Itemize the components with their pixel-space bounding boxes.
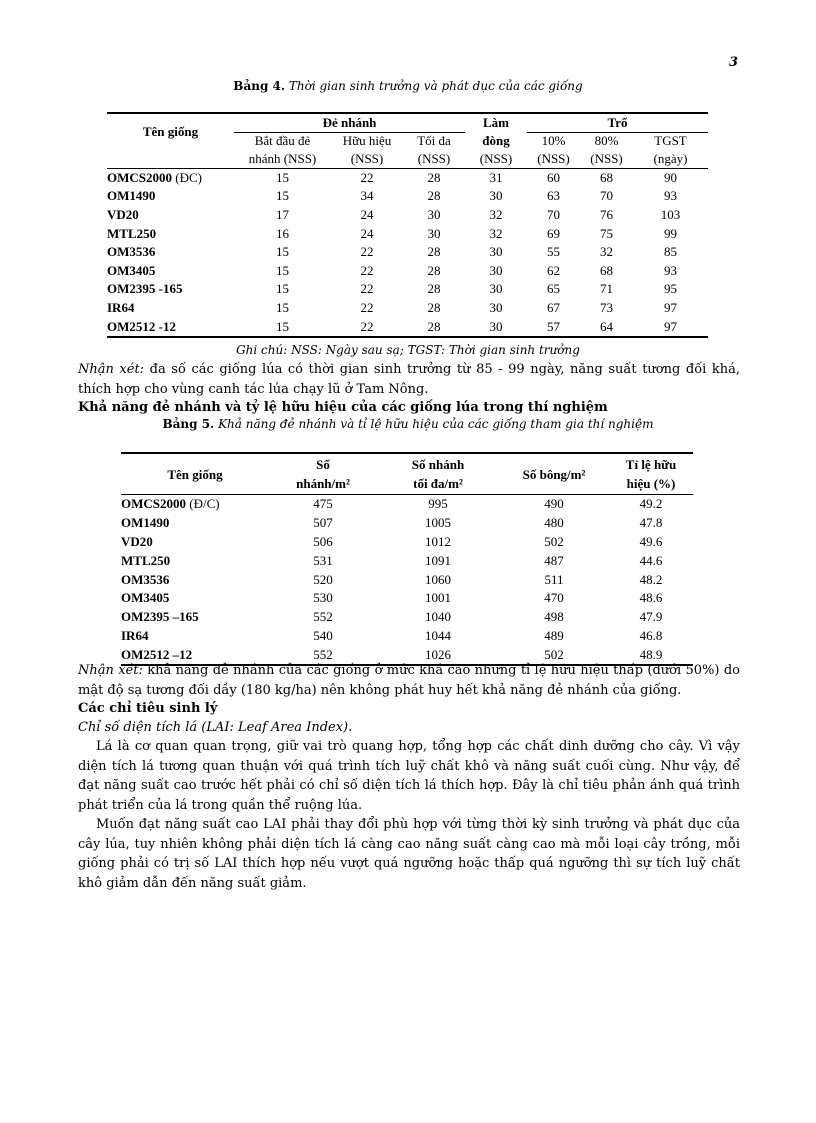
table5-cell: 498 (544, 609, 564, 625)
table4-cell: 28 (427, 169, 441, 185)
table5-header-so-nhanh (269, 453, 377, 495)
table4-cell: 15 (276, 262, 289, 278)
table5-caption-text: Khả năng đẻ nhánh và tỉ lệ hữu hiệu của các giống tham gia thí nghiệm (218, 417, 654, 431)
table5-cell: 520 (313, 571, 333, 587)
table4-cell-name (107, 261, 234, 280)
table4-header-de-nhanh: Đẻ nhánh (234, 113, 465, 132)
variety-name: IR64 (121, 627, 149, 643)
variety-name: MTL250 (107, 225, 157, 241)
table4-cell: 22 (360, 262, 374, 278)
table5-header-so-bong-text: Số bông/m² (522, 466, 586, 482)
table4-cell: 28 (427, 244, 441, 260)
table4-header-p80-1: 80% (594, 133, 619, 149)
table4-cell: 30 (489, 299, 503, 315)
table4-cell: 76 (600, 206, 613, 222)
table4-header-huu-hieu-2: (NSS) (331, 150, 403, 168)
table4-cell: 30 (489, 262, 503, 278)
table5-cell: 1001 (425, 590, 451, 606)
table-row (107, 317, 708, 337)
table4-cell: 15 (276, 318, 289, 334)
variety-name: OM2395 -165 (107, 281, 183, 297)
table-row (107, 280, 708, 299)
table4-cell: 24 (360, 206, 374, 222)
subsection-title: Chỉ số diện tích lá (LAI: Leaf Area Index). (78, 720, 353, 735)
table5-header-ti-le-1: Tỉ lệ hữu (625, 457, 677, 472)
table5-cell-name (121, 627, 269, 646)
table4-cell: 30 (489, 244, 503, 260)
table5-cell: 1026 (425, 646, 451, 662)
table4-cell: 68 (600, 169, 613, 185)
table4-header-row-3 (107, 150, 708, 168)
table-row (121, 495, 693, 514)
table4-header-bat-dau-1: Bắt đầu đẻ (254, 133, 311, 149)
table4-header-p10-2: (NSS) (527, 150, 580, 168)
comment2-text: khả năng đẻ nhánh của các giống ở mức khá cao nhưng tỉ lệ hữu hiệu thấp (dưới 50%) do mật độ sạ tương đối dầy (180 kg/ha) nên không phát huy hết khả năng đẻ nhánh của giống. (78, 663, 740, 698)
table5-cell: 531 (313, 552, 333, 568)
variety-name: OM2395 –165 (121, 609, 199, 625)
table5-cell: 530 (313, 590, 333, 606)
table-row (107, 243, 708, 262)
table4-cell: 60 (547, 169, 560, 185)
page-number: 3 (728, 55, 738, 70)
table4-cell: 90 (664, 169, 677, 185)
table4-cell: 28 (427, 262, 441, 278)
table5-cell: 48.2 (639, 571, 663, 587)
variety-name: IR64 (107, 299, 135, 315)
table-row (107, 206, 708, 225)
table4-cell: 31 (489, 169, 503, 185)
table5-header-ten-giong-text: Tên giống (167, 466, 223, 482)
table4-cell: 32 (489, 206, 503, 222)
table4-cell: 17 (276, 206, 289, 222)
table4-header-lam-dong-2: đòng (482, 133, 510, 148)
table5-cell: 540 (313, 627, 333, 643)
variety-name: OMCS2000 (107, 169, 172, 185)
table4-header-blank (107, 150, 234, 168)
table4-cell-name (107, 224, 234, 243)
table4-cell: 22 (360, 244, 374, 260)
table4-cell-name (107, 317, 234, 337)
table5-cell: 46.8 (639, 627, 663, 643)
paragraph-2: Muốn đạt năng suất cao LAI phải thay đổi phù hợp với từng thời kỳ sinh trưởng và phát dục của cây lúa, tuy nhiên không phải diện tích lá càng cao năng suất càng cao mà mỗi loại cây trồng, mỗi giống phải có trị số LAI thích hợp nếu vượt quá ngưỡng hoặc thấp quá ngưỡng thì sự tích luỹ chất khô giảm dẫn đến năng suất giảm. (78, 817, 740, 891)
table5-cell: 1044 (425, 627, 451, 643)
table4-header-huu-hieu-1: Hữu hiệu (342, 133, 392, 149)
table4-footnote-text: Ghi chú: NSS: Ngày sau sạ; TGST: Thời gian sinh trưởng (236, 343, 580, 357)
table4-caption (0, 79, 816, 93)
table5-header-so-bong (499, 453, 609, 495)
table4-cell: 30 (489, 318, 503, 334)
table4-cell-name (107, 280, 234, 299)
table5-cell: 487 (544, 552, 564, 568)
variety-name: OMCS2000 (121, 496, 186, 512)
table5-cell-name (121, 514, 269, 533)
table4-caption-label: Bảng 4. (233, 79, 286, 93)
table4-header-bat-dau-2: nhánh (NSS) (234, 150, 331, 168)
table4-cell-name (107, 168, 234, 187)
table4-cell: 62 (547, 262, 560, 278)
table4-cell: 16 (276, 225, 289, 241)
table4-header-ten-giong: Tên giống (142, 124, 199, 139)
table4-cell: 75 (600, 225, 613, 241)
variety-name: OM1490 (107, 188, 156, 204)
table4-cell: 71 (600, 281, 613, 297)
table5-cell-name (121, 533, 269, 552)
variety-name: OM2512 –12 (121, 646, 193, 662)
table5-cell-name (121, 551, 269, 570)
table4-cell: 22 (360, 169, 374, 185)
table4-header-lam-dong-1: Làm (483, 115, 509, 130)
table5-cell: 507 (313, 515, 333, 531)
table4-cell: 28 (427, 188, 441, 204)
variety-name: OM3405 (121, 590, 170, 606)
table4-cell: 97 (664, 318, 677, 334)
table5-cell: 48.6 (639, 590, 663, 606)
comment1-text: đa số các giống lúa có thời gian sinh trưởng từ 85 - 99 ngày, năng suất tương đối khá, thích hợp cho vùng canh tác lúa chạy lũ ở Tam Nông. (78, 362, 741, 397)
table5-cell: 49.6 (639, 533, 663, 549)
table4-cell: 22 (360, 318, 374, 334)
table5-cell: 1012 (425, 533, 451, 549)
table5-header-ten-giong (121, 453, 269, 495)
table4-cell: 73 (600, 299, 613, 315)
variety-name: VD20 (121, 533, 153, 549)
table5-cell: 480 (544, 515, 564, 531)
variety-name: OM3536 (107, 244, 156, 260)
table5-header-ti-le (609, 453, 693, 495)
table4-cell: 15 (276, 244, 289, 260)
table4-header-tgst-2: (ngày) (633, 150, 708, 168)
table5-cell-name (121, 608, 269, 627)
table4-cell: 69 (547, 225, 560, 241)
table5-header-so-nhanh-2: nhánh/m² (296, 476, 350, 491)
table5-cell: 49.2 (639, 496, 663, 512)
table5-cell: 489 (544, 627, 564, 643)
table4-cell: 30 (489, 281, 503, 297)
variety-name: VD20 (107, 206, 139, 222)
table4-cell-name (107, 299, 234, 318)
table4-cell-name (107, 206, 234, 225)
table4-header-p10-1: 10% (541, 133, 566, 149)
table4-cell: 95 (664, 281, 677, 297)
table5-body (121, 495, 693, 666)
table-row (107, 187, 708, 206)
table4-cell: 15 (276, 169, 289, 185)
table5-caption-label: Bảng 5. (162, 417, 215, 431)
table4-cell: 85 (664, 244, 677, 260)
table5-cell: 48.9 (639, 646, 663, 662)
table4-cell: 97 (664, 299, 677, 315)
table5-cell-name (121, 495, 269, 514)
table4-header-tgst-1: TGST (654, 133, 687, 149)
table4-cell: 93 (664, 188, 677, 204)
table4-caption-text: Thời gian sinh trưởng và phát dục của các giống (288, 79, 583, 93)
table5-cell: 470 (544, 590, 564, 606)
comment1 (78, 360, 740, 399)
table4-cell: 28 (427, 281, 441, 297)
table4-cell: 32 (600, 244, 613, 260)
table4-cell: 103 (660, 206, 681, 222)
table-row (121, 533, 693, 552)
table4-cell: 57 (547, 318, 560, 334)
table5-cell: 502 (544, 533, 564, 549)
table5-header-ti-le-2: hiệu (%) (626, 476, 676, 491)
table4-body (107, 168, 708, 337)
table4 (107, 112, 708, 338)
variety-suffix: (Đ/C) (186, 496, 220, 512)
table4-cell: 68 (600, 262, 613, 278)
table4-cell: 15 (276, 188, 289, 204)
table4-cell: 70 (547, 206, 560, 222)
table5-cell: 511 (544, 571, 564, 587)
table4-cell: 15 (276, 299, 289, 315)
variety-name: OM2512 -12 (107, 318, 176, 334)
table4-cell: 99 (664, 225, 677, 241)
table4-cell: 30 (489, 188, 503, 204)
table4-cell: 67 (547, 299, 560, 315)
table5-cell: 47.9 (639, 609, 663, 625)
table4-header-row-1 (107, 113, 708, 132)
variety-suffix: (ĐC) (172, 169, 202, 185)
table5-header-so-nhanh-1: Số (316, 457, 330, 472)
table4-cell: 28 (427, 318, 441, 334)
table4-cell: 22 (360, 299, 374, 315)
table-row (121, 589, 693, 608)
table-row (107, 299, 708, 318)
table5-cell: 490 (544, 496, 564, 512)
table4-cell: 30 (427, 206, 441, 222)
table4-cell: 63 (547, 188, 560, 204)
table4-cell: 70 (600, 188, 613, 204)
table4-cell: 24 (360, 225, 374, 241)
table4-cell: 32 (489, 225, 503, 241)
table5-cell-name (121, 589, 269, 608)
table4-header-tro: Trổ (527, 113, 708, 132)
table4-cell: 28 (427, 299, 441, 315)
variety-name: OM3405 (107, 262, 156, 278)
table5-cell: 502 (544, 646, 564, 662)
table-row (121, 627, 693, 646)
table4-cell: 64 (600, 318, 613, 334)
table4-header-toi-da-2: (NSS) (403, 150, 465, 168)
table5-caption (0, 417, 816, 431)
paragraph-1: Lá là cơ quan quan trọng, giữ vai trò quang hợp, tổng hợp các chất dinh dưỡng cho cây. Vì vậy diện tích lá tương quan thuận với quá trình tích luỹ chất khô và năng suất cuối cùng. Như vậy, để đạt năng suất cao trước hết phải có chỉ số diện tích lá thích hợp. Đây là chỉ tiêu phản ánh quá trình phát triển của lá trong quần thể ruộng lúa. (78, 739, 740, 813)
table5-header-toi-da-2: tối đa/m² (413, 476, 463, 491)
table4-cell: 34 (360, 188, 374, 204)
table-row (121, 608, 693, 627)
table5-cell: 552 (313, 646, 333, 662)
section2-title: Các chỉ tiêu sinh lý (78, 701, 218, 716)
table4-cell: 22 (360, 281, 374, 297)
table4-cell-name (107, 243, 234, 262)
table-row (107, 168, 708, 187)
table4-header-lam-dong-3: (NSS) (465, 150, 527, 168)
table4-cell: 30 (427, 225, 441, 241)
comment1-label: Nhận xét: (78, 362, 145, 377)
table5-header-toi-da-1: Số nhánh (411, 457, 465, 472)
table5-cell: 1091 (425, 552, 451, 568)
table5-cell: 995 (428, 496, 448, 512)
table4-header-p80-2: (NSS) (580, 150, 633, 168)
table5-cell: 552 (313, 609, 333, 625)
variety-name: OM3536 (121, 571, 170, 587)
table4-header-toi-da-1: Tối đa (417, 133, 451, 149)
table5-cell: 1060 (425, 571, 451, 587)
table5-cell: 1005 (425, 515, 451, 531)
table5 (121, 452, 693, 666)
table5-cell: 1040 (425, 609, 451, 625)
table-row (121, 551, 693, 570)
table4-cell: 15 (276, 281, 289, 297)
comment2-label: Nhận xét: (78, 663, 143, 678)
table-row (107, 224, 708, 243)
table5-cell: 506 (313, 533, 333, 549)
table5-cell-name (121, 570, 269, 589)
table4-cell: 55 (547, 244, 560, 260)
comment2 (78, 661, 740, 700)
table-row (121, 514, 693, 533)
table4-cell-name (107, 187, 234, 206)
table4-cell: 65 (547, 281, 560, 297)
variety-name: MTL250 (121, 552, 171, 568)
table5-header-toi-da (377, 453, 499, 495)
table5-cell: 475 (313, 496, 333, 512)
table-row (107, 261, 708, 280)
table4-cell: 93 (664, 262, 677, 278)
table5-header-row (121, 453, 693, 495)
table4-footnote (0, 343, 816, 357)
table5-cell: 47.8 (639, 515, 663, 531)
table-row (121, 570, 693, 589)
section1-title: Khả năng đẻ nhánh và tỷ lệ hữu hiệu của các giống lúa trong thí nghiệm (78, 400, 608, 415)
table5-cell: 44.6 (639, 552, 663, 568)
variety-name: OM1490 (121, 515, 170, 531)
